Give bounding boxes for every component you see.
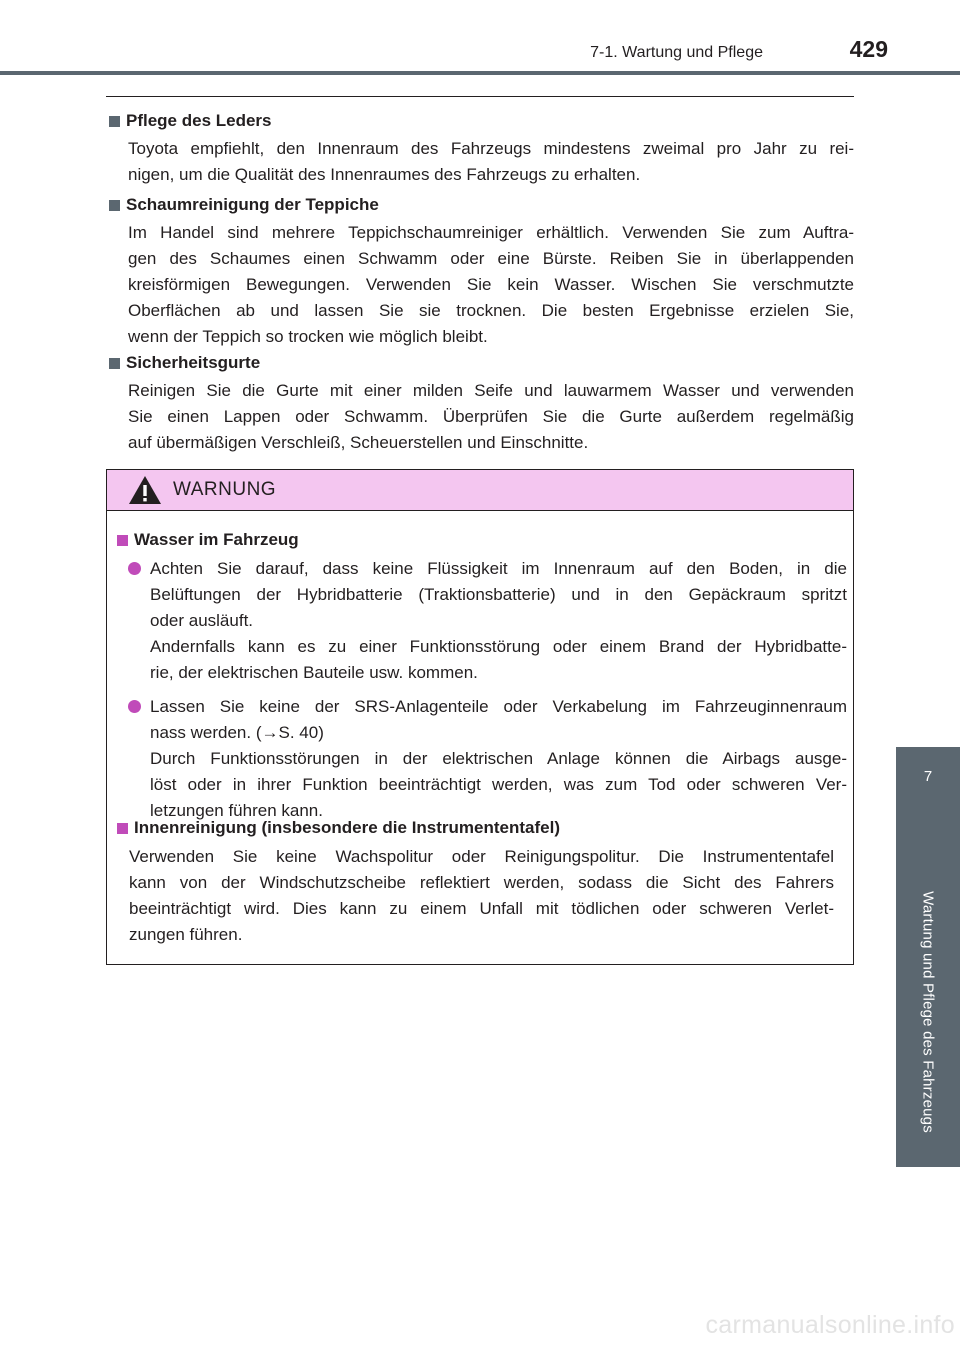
section-marker-icon [109,200,120,211]
section-marker-icon [109,116,120,127]
section-marker-icon [109,358,120,369]
text-line: kreisförmigen Bewegungen. Verwenden Sie kein Wasser. Wischen Sie verschmutzte [128,275,854,294]
text-line: Reinigen Sie die Gurte mit einer milden Seife und lauwarmem Wasser und verwenden [128,381,854,400]
warning-triangle-icon [128,475,162,505]
section-heading: Wasser im Fahrzeug [134,530,299,549]
text-line: rie, der elektrischen Bauteile usw. kommen. [150,663,478,682]
text-line: Im Handel sind mehrere Teppichschaumreiniger erhältlich. Verwenden Sie zum Auftra- [128,223,854,242]
warning-box [106,469,854,965]
text-line: kann von der Windschutzscheibe reflektiert werden, sodass die Sicht des Fahrers [129,873,834,892]
warning-interior-section [117,817,847,948]
section-heading: Schaumreinigung der Teppiche [126,195,379,214]
text-line: gen des Schaumes einen Schwamm oder eine Bürste. Reiben Sie in überlappenden [128,249,854,268]
page-number: 429 [849,36,888,62]
section-carpet-foam [106,194,854,350]
bullet-icon [128,700,141,713]
section-heading: Pflege des Leders [126,111,272,130]
section-body [106,378,854,456]
warning-header [107,470,853,511]
text-line: Andernfalls kann es zu einer Funktionsstörung oder einem Brand der Hybridbatte- [150,637,847,656]
text-line: Toyota empfiehlt, den Innenraum des Fahrzeugs mindestens zweimal pro Jahr zu rei- [128,139,854,158]
warning-bullet [128,556,847,686]
warning-title: WARNUNG [173,479,277,500]
text-line: Durch Funktionsstörungen in der elektrischen Anlage können die Airbags ausge- [150,749,847,768]
content-divider [106,96,854,97]
text-line: letzungen führen kann. [150,801,323,820]
chapter-number-tab[interactable]: 7 [896,747,960,857]
section-marker-icon [117,535,128,546]
text-line: nass werden. (→S. 40) [150,723,324,742]
text-line: wenn der Teppich so trocken wie möglich bleibt. [128,327,488,346]
section-body [106,220,854,350]
text-line: Verwenden Sie keine Wachspolitur oder Reinigungspolitur. Die Instrumententafel [129,847,834,866]
section-leather-care [106,110,854,188]
bullet-text [150,556,847,686]
section-heading: Sicherheitsgurte [126,353,261,372]
bullet-icon [128,562,141,575]
text-line: beeinträchtigt wird. Dies kann zu einem Unfall mit tödlichen oder schweren Verlet- [129,899,834,918]
warning-bullet [128,694,847,824]
warning-water-section [117,529,847,824]
text-line: oder ausläuft. [150,611,254,630]
section-heading: Innenreinigung (insbesondere die Instrumententafel) [134,818,560,837]
text-line: Achten Sie darauf, dass keine Flüssigkeit im Innenraum auf den Boden, in die [150,559,847,578]
header-section-title: 7-1. Wartung und Pflege [590,44,763,61]
section-body [117,844,847,948]
bullet-text [150,694,847,824]
section-seatbelts [106,352,854,456]
section-body [106,136,854,188]
text-line: auf übermäßigen Verschleiß, Scheuerstellen und Einschnitte. [128,433,589,452]
text-line: Sie einen Lappen oder Schwamm. Überprüfen Sie die Gurte außerdem regelmäßig [128,407,854,426]
text-line: Oberflächen ab und lassen Sie sie trocknen. Die besten Ergebnisse erzielen Sie, [128,301,854,320]
section-marker-icon [117,823,128,834]
chapter-title-tab[interactable] [896,857,960,1167]
header-divider [0,71,960,75]
watermark: carmanualsonline.info [705,1311,955,1339]
text-line: Lassen Sie keine der SRS-Anlagenteile oder Verkabelung im Fahrzeuginnenraum [150,697,847,716]
text-line: zungen führen. [129,925,243,944]
chapter-title-label: Wartung und Pflege des Fahrzeugs [919,891,937,1133]
text-line: löst oder in ihrer Funktion beeinträchtigt werden, was zum Tod oder schweren Ver- [150,775,847,794]
text-line: nigen, um die Qualität des Innenraumes des Fahrzeugs zu erhalten. [128,165,641,184]
text-line: Belüftungen der Hybridbatterie (Traktionsbatterie) und in den Gepäckraum spritzt [150,585,847,604]
